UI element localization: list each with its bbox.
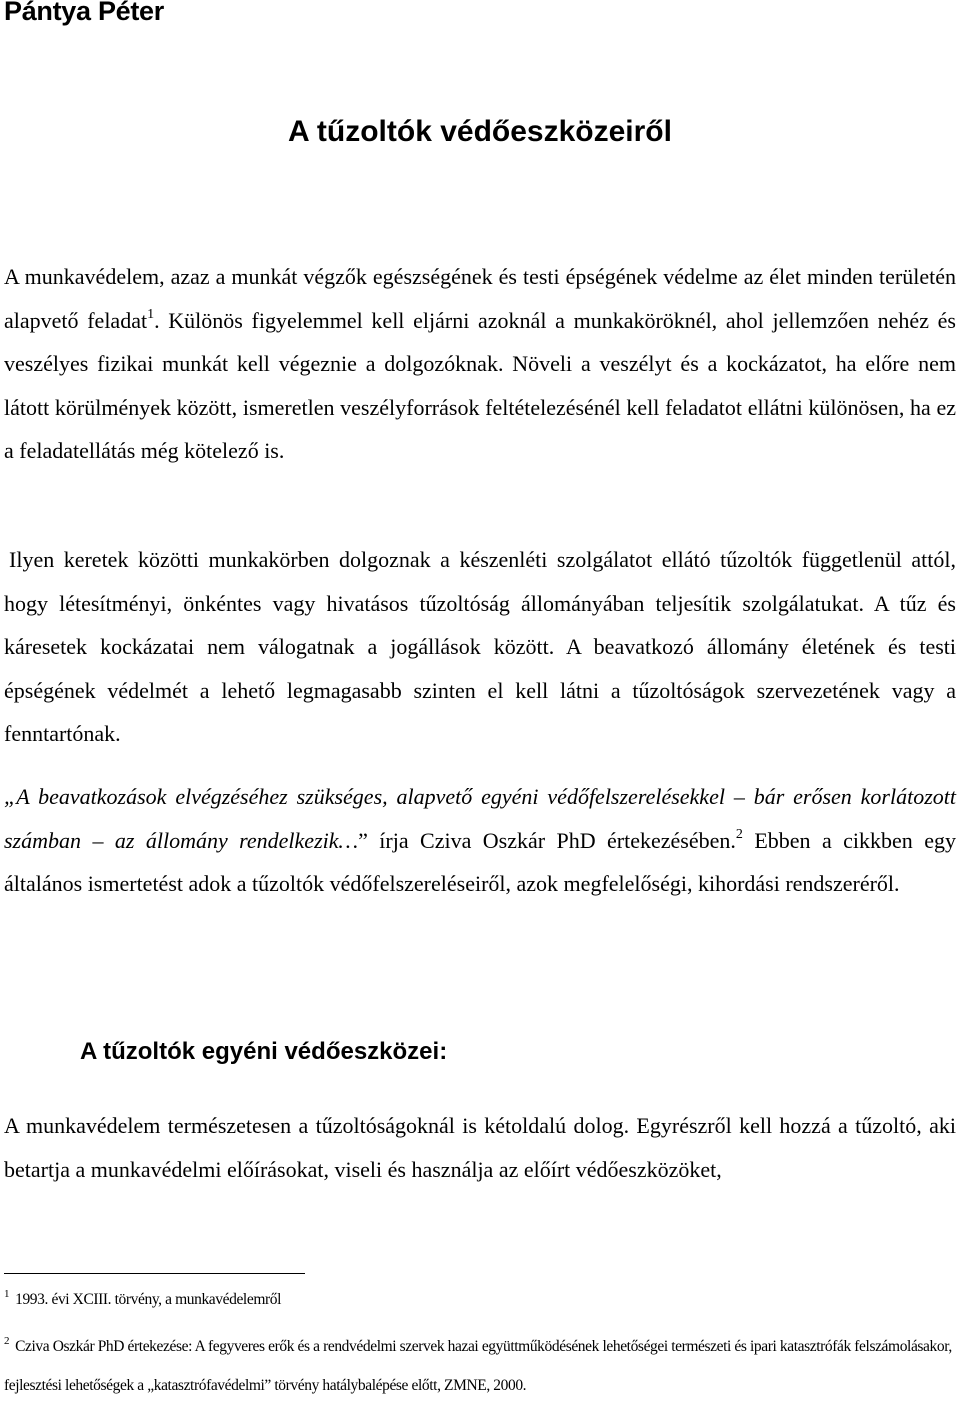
footnote-1 — [4, 1280, 956, 1319]
footnote-2 — [4, 1327, 956, 1405]
paragraph-text: ” írja Cziva Oszkár PhD értekezésében. — [358, 827, 736, 853]
footnote-ref-1[interactable]: 1 — [147, 306, 155, 322]
article-title: A tűzoltók védőeszközeiről — [288, 115, 672, 148]
paragraph-text: A munkavédelem, azaz a munkát végzők egészségének és testi épségének védelme az élet minden területén alapvető feladat — [4, 264, 956, 333]
quote-text: „A beavatkozások elvégzéséhez szükséges, alapvető egyéni védőfelszerelésekkel – bár erősen korlátozott számban – az állomány rendelkezik… — [4, 784, 956, 853]
paragraph-quote — [4, 775, 956, 906]
footnote-number: 2 — [4, 1335, 10, 1347]
footnote-number: 1 — [4, 1288, 10, 1300]
footnote-text: 1993. évi XCIII. törvény, a munkavédelemről — [15, 1291, 281, 1308]
paragraph-text: . Különös figyelemmel kell eljárni azoknál a munkaköröknél, ahol jellemzően nehéz és veszélyes fizikai munkát kell végeznie a dolgozóknak. Növeli a veszélyt és a kockázatot, ha előre nem látott körülmények között, ismeretlen veszélyforrások feltételezésénél kell feladatot ellátni különösen, ha ez a feladatellátás még kötelező is. — [4, 307, 956, 463]
author-name: Pántya Péter — [4, 0, 164, 26]
paragraph-text: Ilyen keretek közötti munkakörben dolgoznak a készenléti szolgálatot ellátó tűzoltók függetlenül attól, hogy létesítményi, önkéntes vagy hivatásos tűzoltóság állományában teljesítik szolgálatukat. A tűz és káresetek kockázatai nem válogatnak a jogállások között. A beavatkozó állomány életének és testi épségének védelmét a lehető legmagasabb szinten el kell látni a tűzoltóságok szervezetének vagy a fenntartónak. — [4, 547, 956, 746]
paragraph-text: A munkavédelem természetesen a tűzoltóságoknál is kétoldalú dolog. Egyrészről kell hozzá a tűzoltó, aki betartja a munkavédelmi előírásokat, viseli és használja az előírt védőeszközöket, — [4, 1113, 956, 1182]
paragraph-section — [4, 1104, 956, 1191]
footnote-text: Cziva Oszkár PhD értekezése: A fegyveres erők és a rendvédelmi szervek hazai együttműködésének lehetőségei természeti és ipari katasztrófák felszámolásakor, fejlesztési lehetőségek a „katasztrófavédelmi” törvény hatálybalépése előtt, ZMNE, 2000. — [4, 1338, 952, 1394]
footnote-ref-2[interactable]: 2 — [735, 826, 743, 842]
section-heading: A tűzoltók egyéni védőeszközei: — [80, 1038, 448, 1065]
paragraph-intro — [4, 255, 956, 473]
paragraph-text: Ebben a cikkben egy általános ismertetést adok a tűzoltók védőfelszereléseiről, azok megfelelőségi, kihordási rendszeréről. — [4, 827, 956, 896]
paragraph-firefighters — [4, 538, 956, 756]
footnote-divider — [4, 1273, 305, 1274]
